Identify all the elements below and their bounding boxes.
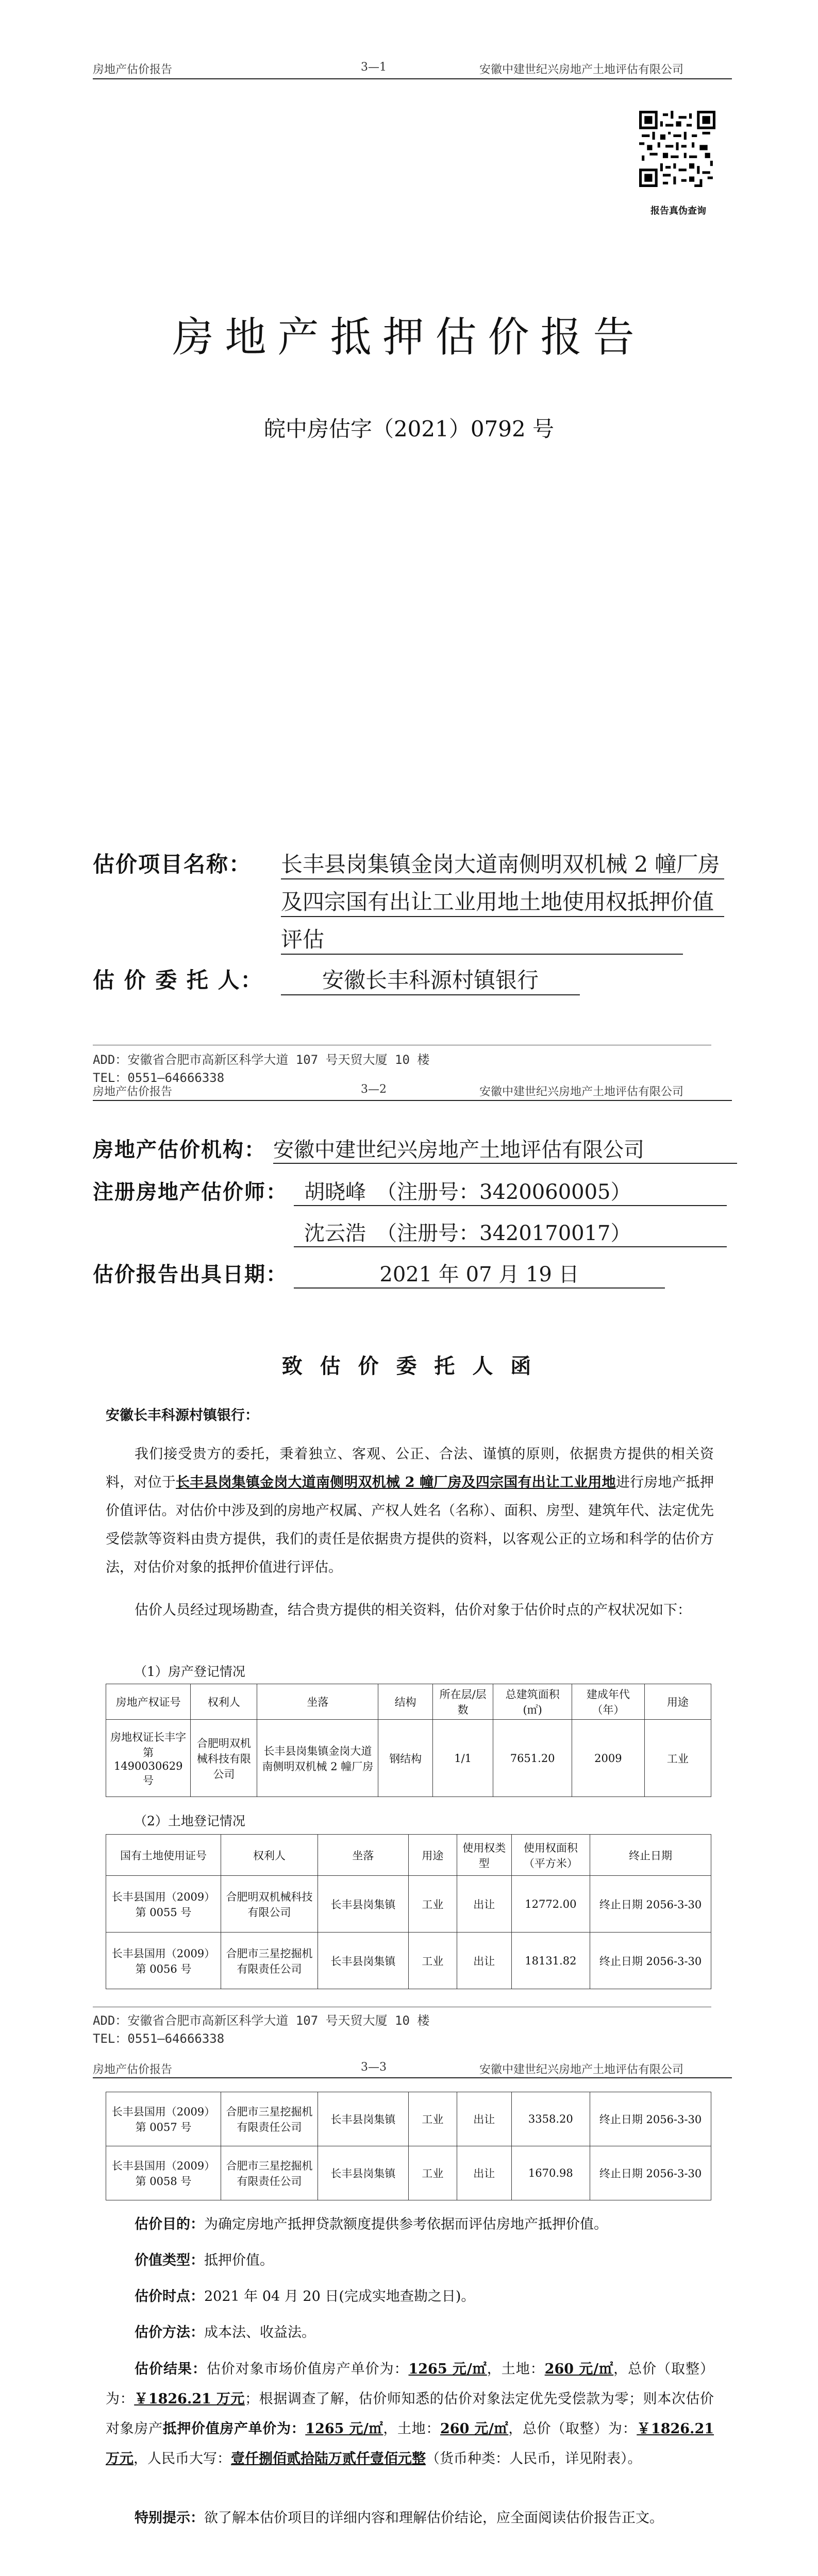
table-row xyxy=(106,2146,711,2200)
page3-header-right: 安徽中建世纪兴房地产土地评估有限公司 xyxy=(479,2063,684,2076)
house-header: 建成年代（年） xyxy=(572,1684,644,1720)
method-line: 估价方法：成本法、收益法。 xyxy=(135,2325,315,2341)
land-cell: 出让 xyxy=(457,1876,511,1933)
land-cell: 合肥市三星挖掘机有限责任公司 xyxy=(221,2092,318,2146)
land-cell: 长丰县国用（2009）第 0055 号 xyxy=(106,1876,221,1933)
house-cell: 房地权证长丰字第 1490030629 号 xyxy=(106,1720,191,1797)
land-cell: 终止日期 2056-3-30 xyxy=(590,1933,711,1989)
house-table-caption: （1）房产登记情况 xyxy=(134,1664,245,1679)
purpose-line: 估价目的：为确定房地产抵押贷款额度提供参考依据而评估房地产抵押价值。 xyxy=(135,2216,608,2232)
land-cell: 工业 xyxy=(408,2092,457,2146)
letter-title: 致 估 价 委 托 人 函 xyxy=(281,1354,537,1378)
qr-caption: 报告真伪查询 xyxy=(650,206,706,216)
table-row xyxy=(106,1720,711,1797)
land-header: 坐落 xyxy=(318,1835,408,1876)
house-header: 所在层/层数 xyxy=(432,1684,493,1720)
land-cell: 终止日期 2056-3-30 xyxy=(590,2092,711,2146)
land-cell: 出让 xyxy=(457,1933,511,1989)
result-paragraph: 估价结果：估价对象市场价值房产单价为：1265 元/㎡，土地：260 元/㎡，总价（取整）为：￥1826.21 万元；根据调查了解，估价师知悉的估价对象法定优先受偿款为零；则本次估价对象房产抵押价值房产单价为：1265 元/㎡，土地：260 元/㎡，总价（取整）为：￥1826.21 万元，人民币大写：壹仟捌佰贰拾陆万贰仟壹佰元整（货币种类：人民币，详见附表）。 xyxy=(106,2361,714,2467)
appraiser-label: 注册房地产估价师： xyxy=(93,1180,288,1204)
house-cell: 1/1 xyxy=(432,1720,493,1797)
project-line-2: 及四宗国有出让工业用地土地使用权抵押价值 xyxy=(281,885,724,917)
page1-header-rule xyxy=(93,78,732,79)
house-header: 房地产权证号 xyxy=(106,1684,191,1720)
page2-header-rule xyxy=(93,1100,732,1101)
house-cell: 合肥明双机械科技有限公司 xyxy=(191,1720,257,1797)
land-cell: 合肥市三星挖掘机有限责任公司 xyxy=(221,1933,318,1989)
org-label: 房地产估价机构： xyxy=(93,1138,266,1162)
org-value: 安徽中建世纪兴房地产土地评估有限公司 xyxy=(273,1133,737,1164)
land-cell: 长丰县岗集镇 xyxy=(318,1933,408,1989)
page2-footer-phone: TEL：0551—64666338 xyxy=(93,2031,225,2046)
land-cell: 终止日期 2056-3-30 xyxy=(590,1876,711,1933)
appraiser-2: 沈云浩 （注册号：3420170017） xyxy=(294,1217,727,1247)
letter-paragraph-2: 估价人员经过现场勘查，结合贵方提供的相关资料，估价对象于估价时点的产权状况如下： xyxy=(135,1602,691,1618)
page1-footer-address: ADD：安徽省合肥市高新区科学大道 107 号天贸大厦 10 楼 xyxy=(93,1053,430,1067)
project-line-1: 长丰县岗集镇金岗大道南侧明双机械 2 幢厂房 xyxy=(281,848,724,879)
land-cell: 终止日期 2056-3-30 xyxy=(590,2146,711,2200)
project-label: 估价项目名称： xyxy=(93,852,252,877)
house-cell: 工业 xyxy=(644,1720,711,1797)
letter-paragraph-1: 我们接受贵方的委托，秉着独立、客观、公正、合法、谨慎的原则，依据贵方提供的相关资料，对位于长丰县岗集镇金岗大道南侧明双机械 2 幢厂房及四宗国有出让工业用地进行房地产抵押价值评估。对估价中涉及到的房地产权属、产权人姓名（名称）、面积、房型、建筑年代、法定优先受偿款等资料由贵方提供，我们的责任是依据贵方提供的资料，以客观公正的立场和科学的估价方法，对估价对象的抵押价值进行评估。 xyxy=(106,1446,714,1575)
page1-header-center: 3—1 xyxy=(361,61,387,74)
land-cell: 3358.20 xyxy=(511,2092,590,2146)
house-header: 权利人 xyxy=(191,1684,257,1720)
table-row xyxy=(106,1933,711,1989)
land-cell: 出让 xyxy=(457,2092,511,2146)
house-header: 坐落 xyxy=(257,1684,378,1720)
house-header: 用途 xyxy=(644,1684,711,1720)
land-header: 权利人 xyxy=(221,1835,318,1876)
land-header: 使用权面积（平方米） xyxy=(511,1835,590,1876)
land-table-continued xyxy=(106,2092,711,2200)
house-cell: 长丰县岗集镇金岗大道南侧明双机械 2 幢厂房 xyxy=(257,1720,378,1797)
house-cell: 7651.20 xyxy=(493,1720,572,1797)
page1-footer-phone: TEL：0551—64666338 xyxy=(93,1071,225,1085)
page3-header-left: 房地产估价报告 xyxy=(93,2063,173,2076)
house-cell: 2009 xyxy=(572,1720,644,1797)
land-cell: 长丰县岗集镇 xyxy=(318,2092,408,2146)
land-cell: 18131.82 xyxy=(511,1933,590,1989)
land-cell: 1670.98 xyxy=(511,2146,590,2200)
land-cell: 长丰县国用（2009）第 0056 号 xyxy=(106,1933,221,1989)
land-cell: 合肥明双机械科技有限公司 xyxy=(221,1876,318,1933)
house-cell: 钢结构 xyxy=(378,1720,433,1797)
land-header: 国有土地使用证号 xyxy=(106,1835,221,1876)
page3-header-center: 3—3 xyxy=(361,2061,387,2074)
land-cell: 长丰县岗集镇 xyxy=(318,2146,408,2200)
land-table-caption: （2）土地登记情况 xyxy=(134,1814,245,1828)
land-cell: 工业 xyxy=(408,1876,457,1933)
land-cell: 长丰县岗集镇 xyxy=(318,1876,408,1933)
page2-header-center: 3—2 xyxy=(361,1083,387,1096)
land-cell: 12772.00 xyxy=(511,1876,590,1933)
page1-header-right: 安徽中建世纪兴房地产土地评估有限公司 xyxy=(479,63,684,76)
house-header: 结构 xyxy=(378,1684,433,1720)
client-label: 估 价 委 托 人： xyxy=(93,968,263,993)
land-table xyxy=(106,1834,711,1989)
land-header: 终止日期 xyxy=(590,1835,711,1876)
special-note: 特别提示：欲了解本估价项目的详细内容和理解估价结论，应全面阅读估价报告正文。 xyxy=(135,2510,663,2526)
table-row xyxy=(106,1876,711,1933)
document-number: 皖中房估字（2021）0792 号 xyxy=(263,416,555,442)
page3-header-rule xyxy=(93,2077,732,2078)
land-cell: 长丰县国用（2009）第 0058 号 xyxy=(106,2146,221,2200)
page2-footer-address: ADD：安徽省合肥市高新区科学大道 107 号天贸大厦 10 楼 xyxy=(93,2013,430,2028)
qr-code-icon xyxy=(639,111,715,187)
page2-header-right: 安徽中建世纪兴房地产土地评估有限公司 xyxy=(479,1086,684,1098)
client-value: 安徽长丰科源村镇银行 xyxy=(281,963,580,995)
table-row xyxy=(106,2092,711,2146)
land-header: 使用权类型 xyxy=(457,1835,511,1876)
land-cell: 工业 xyxy=(408,2146,457,2200)
land-cell: 工业 xyxy=(408,1933,457,1989)
report-date-value: 2021 年 07 月 19 日 xyxy=(294,1258,665,1289)
report-title: 房地产抵押估价报告 xyxy=(172,313,646,361)
project-line-3: 评估 xyxy=(281,923,683,955)
house-header: 总建筑面积(㎡) xyxy=(493,1684,572,1720)
land-cell: 合肥市三星挖掘机有限责任公司 xyxy=(221,2146,318,2200)
land-header: 用途 xyxy=(408,1835,457,1876)
page2-header-left: 房地产估价报告 xyxy=(93,1086,173,1098)
value-type-line: 价值类型：抵押价值。 xyxy=(135,2252,274,2268)
appraiser-1: 胡晓峰 （注册号：3420060005） xyxy=(294,1176,727,1206)
letter-salutation: 安徽长丰科源村镇银行： xyxy=(106,1408,259,1423)
house-table xyxy=(106,1684,711,1797)
qr-code[interactable] xyxy=(639,111,715,189)
valuation-date-line: 估价时点：2021 年 04 月 20 日(完成实地查勘之日)。 xyxy=(135,2289,475,2304)
land-cell: 出让 xyxy=(457,2146,511,2200)
land-cell: 长丰县国用（2009）第 0057 号 xyxy=(106,2092,221,2146)
report-date-label: 估价报告出具日期： xyxy=(93,1262,288,1286)
page1-header-left: 房地产估价报告 xyxy=(93,63,173,76)
